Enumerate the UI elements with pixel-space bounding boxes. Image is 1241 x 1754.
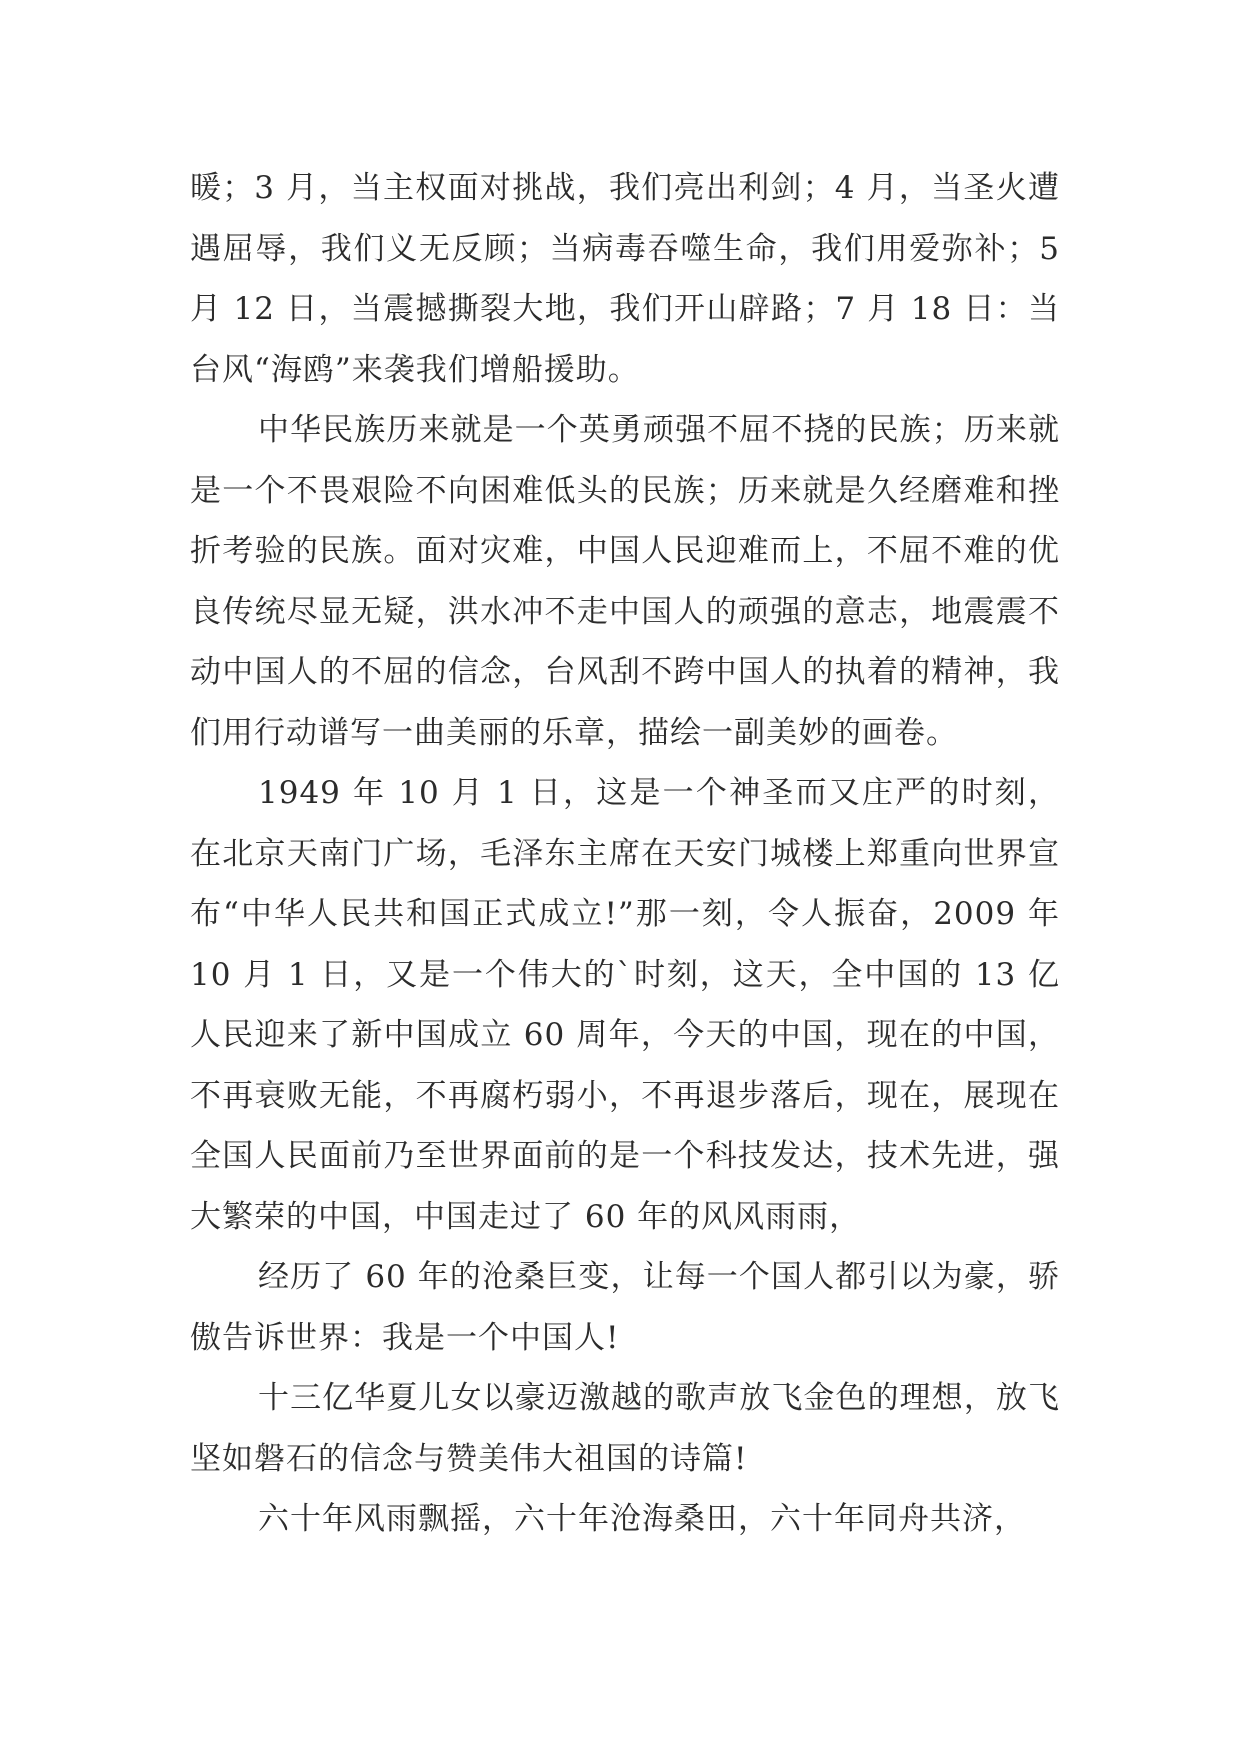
paragraph: 十三亿华夏儿女以豪迈激越的歌声放飞金色的理想，放飞坚如磐石的信念与赞美伟大祖国的诗篇!	[190, 1380, 1060, 1477]
paragraph: 暖；3 月，当主权面对挑战，我们亮出利剑；4 月，当圣火遭遇屈辱，我们义无反顾；当病毒吞噬生命，我们用爱弥补；5 月 12 日，当震撼撕裂大地，我们开山辟路；7 月 18 日：当台风“海鸥”来袭我们增船援助。	[190, 170, 1060, 388]
paragraph: 经历了 60 年的沧桑巨变，让每一个国人都引以为豪，骄傲告诉世界：我是一个中国人!	[190, 1259, 1060, 1356]
paragraph: 中华民族历来就是一个英勇顽强不屈不挠的民族；历来就是一个不畏艰险不向困难低头的民族；历来就是久经磨难和挫折考验的民族。面对灾难，中国人民迎难而上，不屈不难的优良传统尽显无疑，洪水冲不走中国人的顽强的意志，地震震不动中国人的不屈的信念，台风刮不跨中国人的执着的精神，我们用行动谱写一曲美丽的乐章，描绘一副美妙的画卷。	[190, 412, 1060, 751]
paragraph: 六十年风雨飘摇，六十年沧海桑田，六十年同舟共济，	[258, 1501, 1026, 1537]
document-body	[190, 158, 1060, 1550]
paragraph: 1949 年 10 月 1 日，这是一个神圣而又庄严的时刻，在北京天南门广场，毛泽东主席在天安门城楼上郑重向世界宣布“中华人民共和国正式成立!”那一刻，令人振奋，2009 年 10 月 1 日，又是一个伟大的`时刻，这天，全中国的 13 亿人民迎来了新中国成立 60 周年，今天的中国，现在的中国，不再衰败无能，不再腐朽弱小，不再退步落后，现在，展现在全国人民面前乃至世界面前的是一个科技发达，技术先进，强大繁荣的中国，中国走过了 60 年的风风雨雨，	[190, 775, 1060, 1235]
